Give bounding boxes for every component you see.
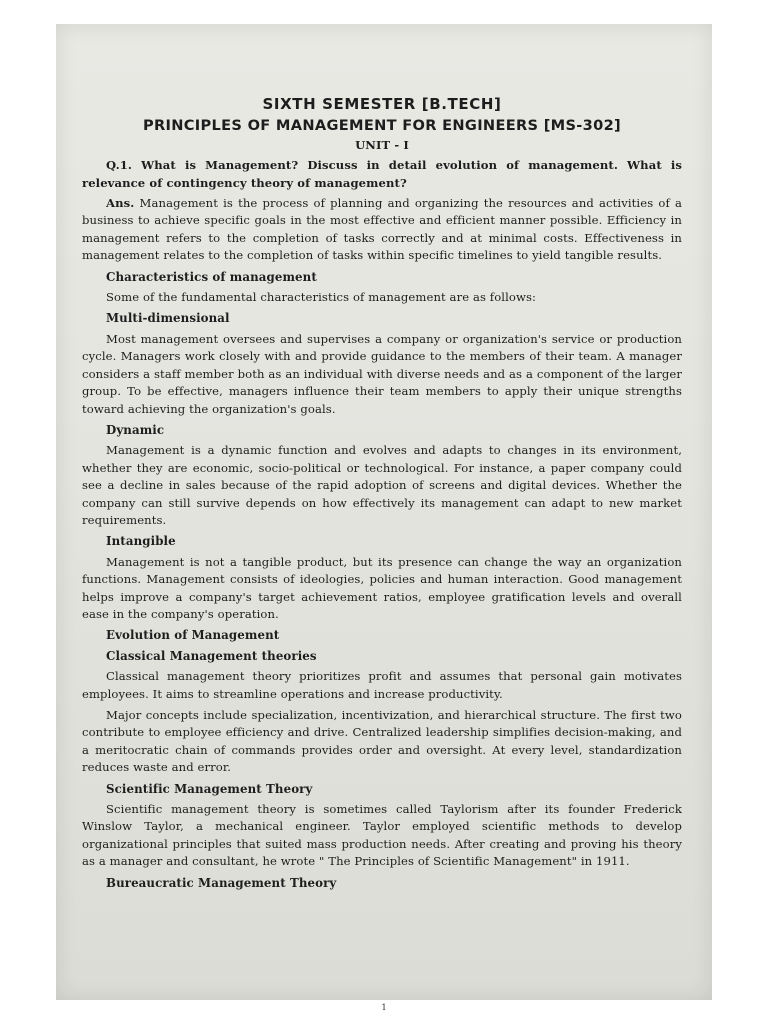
scientific-paragraph: Scientific management theory is sometimes called Taylorism after its founder Frederick Winslow Taylor, a mechanical engineer. Taylor employed scientific methods to develop organizational principles that suited mass production needs. After creating and proving his theory as a manager and consultant, he wrote " The Principles of Scientific Management" in 1911. xyxy=(82,802,682,869)
answer-text: Management is the process of planning and organizing the resources and activities of a business to achieve specific goals in the most effective and efficient manner possible. Efficiency in management refers to the completion of tasks correctly and at minimal costs. Effectiveness in management relates to the completion of tasks within specific timelines to yield tangible results. xyxy=(82,196,682,263)
multidimensional-paragraph: Most management oversees and supervises a company or organization's service or production cycle. Managers work closely with and provide guidance to the members of their team. A manager considers a staff member both as an individual with diverse needs and as a component of the larger group. To be effective, managers influence their team members to apply their unique strengths toward achieving the organization's goals. xyxy=(82,331,682,416)
answer-label: Ans. xyxy=(106,196,135,211)
scientific-heading: Scientific Management Theory xyxy=(106,781,313,796)
answer-paragraph xyxy=(82,195,682,265)
course-title: PRINCIPLES OF MANAGEMENT FOR ENGINEERS [MS-302] xyxy=(143,117,621,135)
characteristics-intro: Some of the fundamental characteristics of management are as follows: xyxy=(106,290,537,305)
unit-label: UNIT - I xyxy=(355,137,409,152)
intangible-heading: Intangible xyxy=(106,534,176,549)
paper-sheet xyxy=(56,24,712,1000)
document-content xyxy=(82,96,682,895)
dynamic-heading: Dynamic xyxy=(106,422,165,437)
bureaucratic-heading: Bureaucratic Management Theory xyxy=(106,875,337,890)
classical-heading: Classical Management theories xyxy=(106,648,317,663)
characteristics-heading: Characteristics of management xyxy=(106,269,317,284)
classical-paragraph-1: Classical management theory prioritizes profit and assumes that personal gain motivates employees. It aims to streamline operations and increase productivity. xyxy=(82,669,682,701)
multidimensional-heading: Multi-dimensional xyxy=(106,311,230,326)
question-text: Q.1. What is Management? Discuss in detail evolution of management. What is relevance of contingency theory of management? xyxy=(82,158,682,190)
dynamic-paragraph: Management is a dynamic function and evolves and adapts to changes in its environment, whether they are economic, socio-political or technological. For instance, a paper company could see a decline in sales because of the rapid adoption of screens and digital devices. Whether the company can still survive depends on how effectively its management can adapt to new market requirements. xyxy=(82,443,682,527)
intangible-paragraph: Management is not a tangible product, but its presence can change the way an organization functions. Management consists of ideologies, policies and human interaction. Good management helps improve a company's target achievement ratios, employee gratification levels and overall ease in the company's operation. xyxy=(82,554,682,621)
page-number: 1 xyxy=(381,1003,387,1012)
classical-paragraph-2: Major concepts include specialization, incentivization, and hierarchical structure. The first two contribute to employee efficiency and drive. Centralized leadership simplifies decision-making, and a meritocratic chain of commands provides order and oversight. At every level, standardization reduces waste and error. xyxy=(82,708,682,775)
evolution-heading: Evolution of Management xyxy=(106,628,280,643)
semester-title: SIXTH SEMESTER [B.TECH] xyxy=(262,95,502,113)
